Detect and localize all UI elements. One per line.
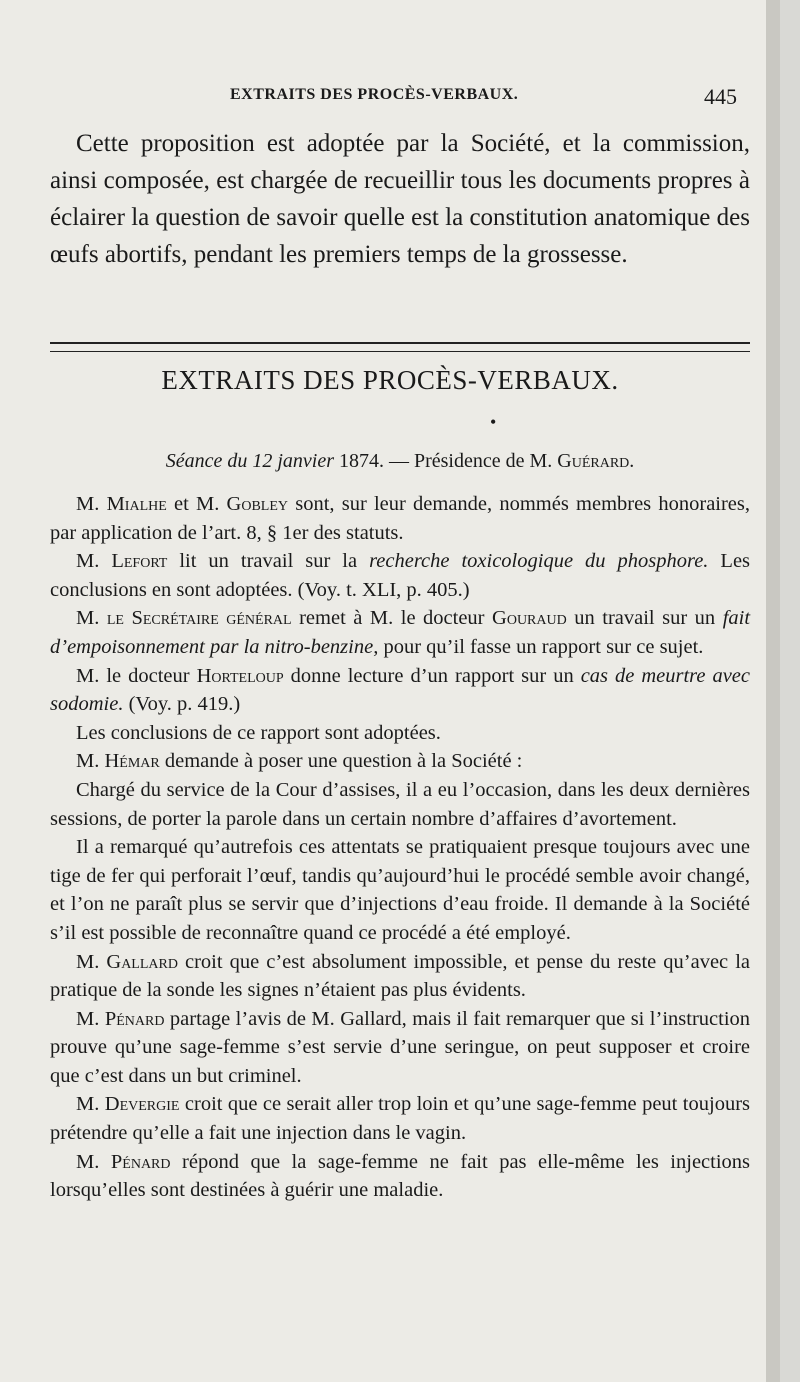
minutes-body bbox=[50, 490, 750, 1205]
intro-paragraph-block bbox=[50, 125, 750, 273]
intro-paragraph: Cette proposition est adoptée par la Société, et la commission, ainsi composée, est chargée de recueillir tous les documents propres à éclairer la question de savoir quelle est la constitution anatomique des œufs abortifs, pendant les premiers temps de la grossesse. bbox=[50, 130, 750, 268]
paragraph: Il a remarqué qu’autrefois ces attentats se pratiquaient presque toujours avec une tige de fer qui perforait l’œuf, tandis qu’aujourd’hui le procédé semble avoir changé, et l’on ne paraît plus se servir que d’injections d’eau froide. Il demande à la Société s’il est possible de reconnaître quand ce procédé a été employé. bbox=[50, 836, 750, 944]
section-title: EXTRAITS DES PROCÈS-VERBAUX. bbox=[161, 365, 619, 395]
member-name: Devergie bbox=[104, 1093, 180, 1116]
page-number: 445 bbox=[704, 84, 737, 109]
paragraph: M. Mialhe et M. Gobley sont, sur leur demande, nommés membres honoraires, par application de l’art. 8, § 1er des statuts. bbox=[50, 493, 751, 544]
member-name: Hémar bbox=[104, 750, 160, 773]
member-name: Mialhe bbox=[106, 493, 167, 515]
member-name: Pénard bbox=[104, 1007, 165, 1030]
paragraph: M. Devergie croit que ce serait aller trop loin et qu’une sage-femme peut toujours prétendre qu’elle a fait une injection dans le vagin. bbox=[50, 1093, 750, 1145]
title-ornament: • bbox=[490, 412, 497, 432]
work-title: recherche toxicologique du phosphore. bbox=[369, 550, 709, 573]
member-name: Gallard bbox=[106, 950, 178, 973]
paragraph: M. Hémar demande à poser une question à la Société : bbox=[76, 750, 523, 773]
session-year: 1874. bbox=[338, 450, 384, 472]
session-date: 12 janvier bbox=[252, 450, 334, 472]
member-name: Horteloup bbox=[196, 664, 284, 687]
session-prefix: Séance du bbox=[165, 450, 248, 472]
running-header bbox=[0, 86, 766, 116]
work-title: cas de meurtre avec sodomie. bbox=[50, 664, 751, 716]
member-name: le Secrétaire général bbox=[106, 607, 292, 630]
paragraph: M. Pénard répond que la sage-femme ne fait pas elle-même les injections lorsqu’elles sont destinées à guérir une maladie. bbox=[50, 1150, 751, 1202]
member-name: Gobley bbox=[226, 493, 289, 515]
paragraph: M. le docteur Horteloup donne lecture d’un rapport sur un cas de meurtre avec sodomie. (Voy. p. 419.) bbox=[50, 664, 751, 716]
paragraph: M. Pénard partage l’avis de M. Gallard, mais il fait remarquer que si l’instruction prouve qu’une sage-femme s’est servie d’une seringue, on peut supposer et croire que c’est dans un but criminel. bbox=[50, 1007, 751, 1087]
member-name: Pénard bbox=[110, 1150, 171, 1173]
paragraph: M. le Secrétaire général remet à M. le docteur Gouraud un travail sur un fait d’empoisonnement par la nitro-benzine, pour qu’il fasse un rapport sur ce sujet. bbox=[50, 607, 751, 658]
running-title: EXTRAITS DES PROCÈS-VERBAUX. bbox=[230, 86, 519, 103]
session-heading bbox=[0, 450, 800, 473]
paragraph: M. Gallard croit que c’est absolument impossible, et pense du reste qu’avec la pratique de la sonde les signes n’étaient pas plus évidents. bbox=[50, 950, 750, 1002]
member-name: Gouraud bbox=[492, 607, 567, 630]
section-divider bbox=[50, 342, 750, 352]
paragraph: M. Lefort lit un travail sur la recherche toxicologique du phosphore. Les conclusions en sont adoptées. (Voy. t. XLI, p. 405.) bbox=[50, 550, 751, 601]
session-president: Guérard. bbox=[557, 450, 635, 472]
section-number: 1er bbox=[282, 521, 309, 544]
paragraph: Les conclusions de ce rapport sont adoptées. bbox=[76, 721, 441, 744]
paragraph: Chargé du service de la Cour d’assises, il a eu l’occasion, dans les deux dernières sessions, de porter la parole dans un certain nombre d’affaires d’avortement. bbox=[50, 778, 750, 830]
session-presidence: — Présidence de M. bbox=[388, 450, 553, 472]
member-name: Lefort bbox=[111, 550, 168, 573]
work-title: fait d’empoisonnement par la nitro-benzine, bbox=[50, 607, 751, 658]
